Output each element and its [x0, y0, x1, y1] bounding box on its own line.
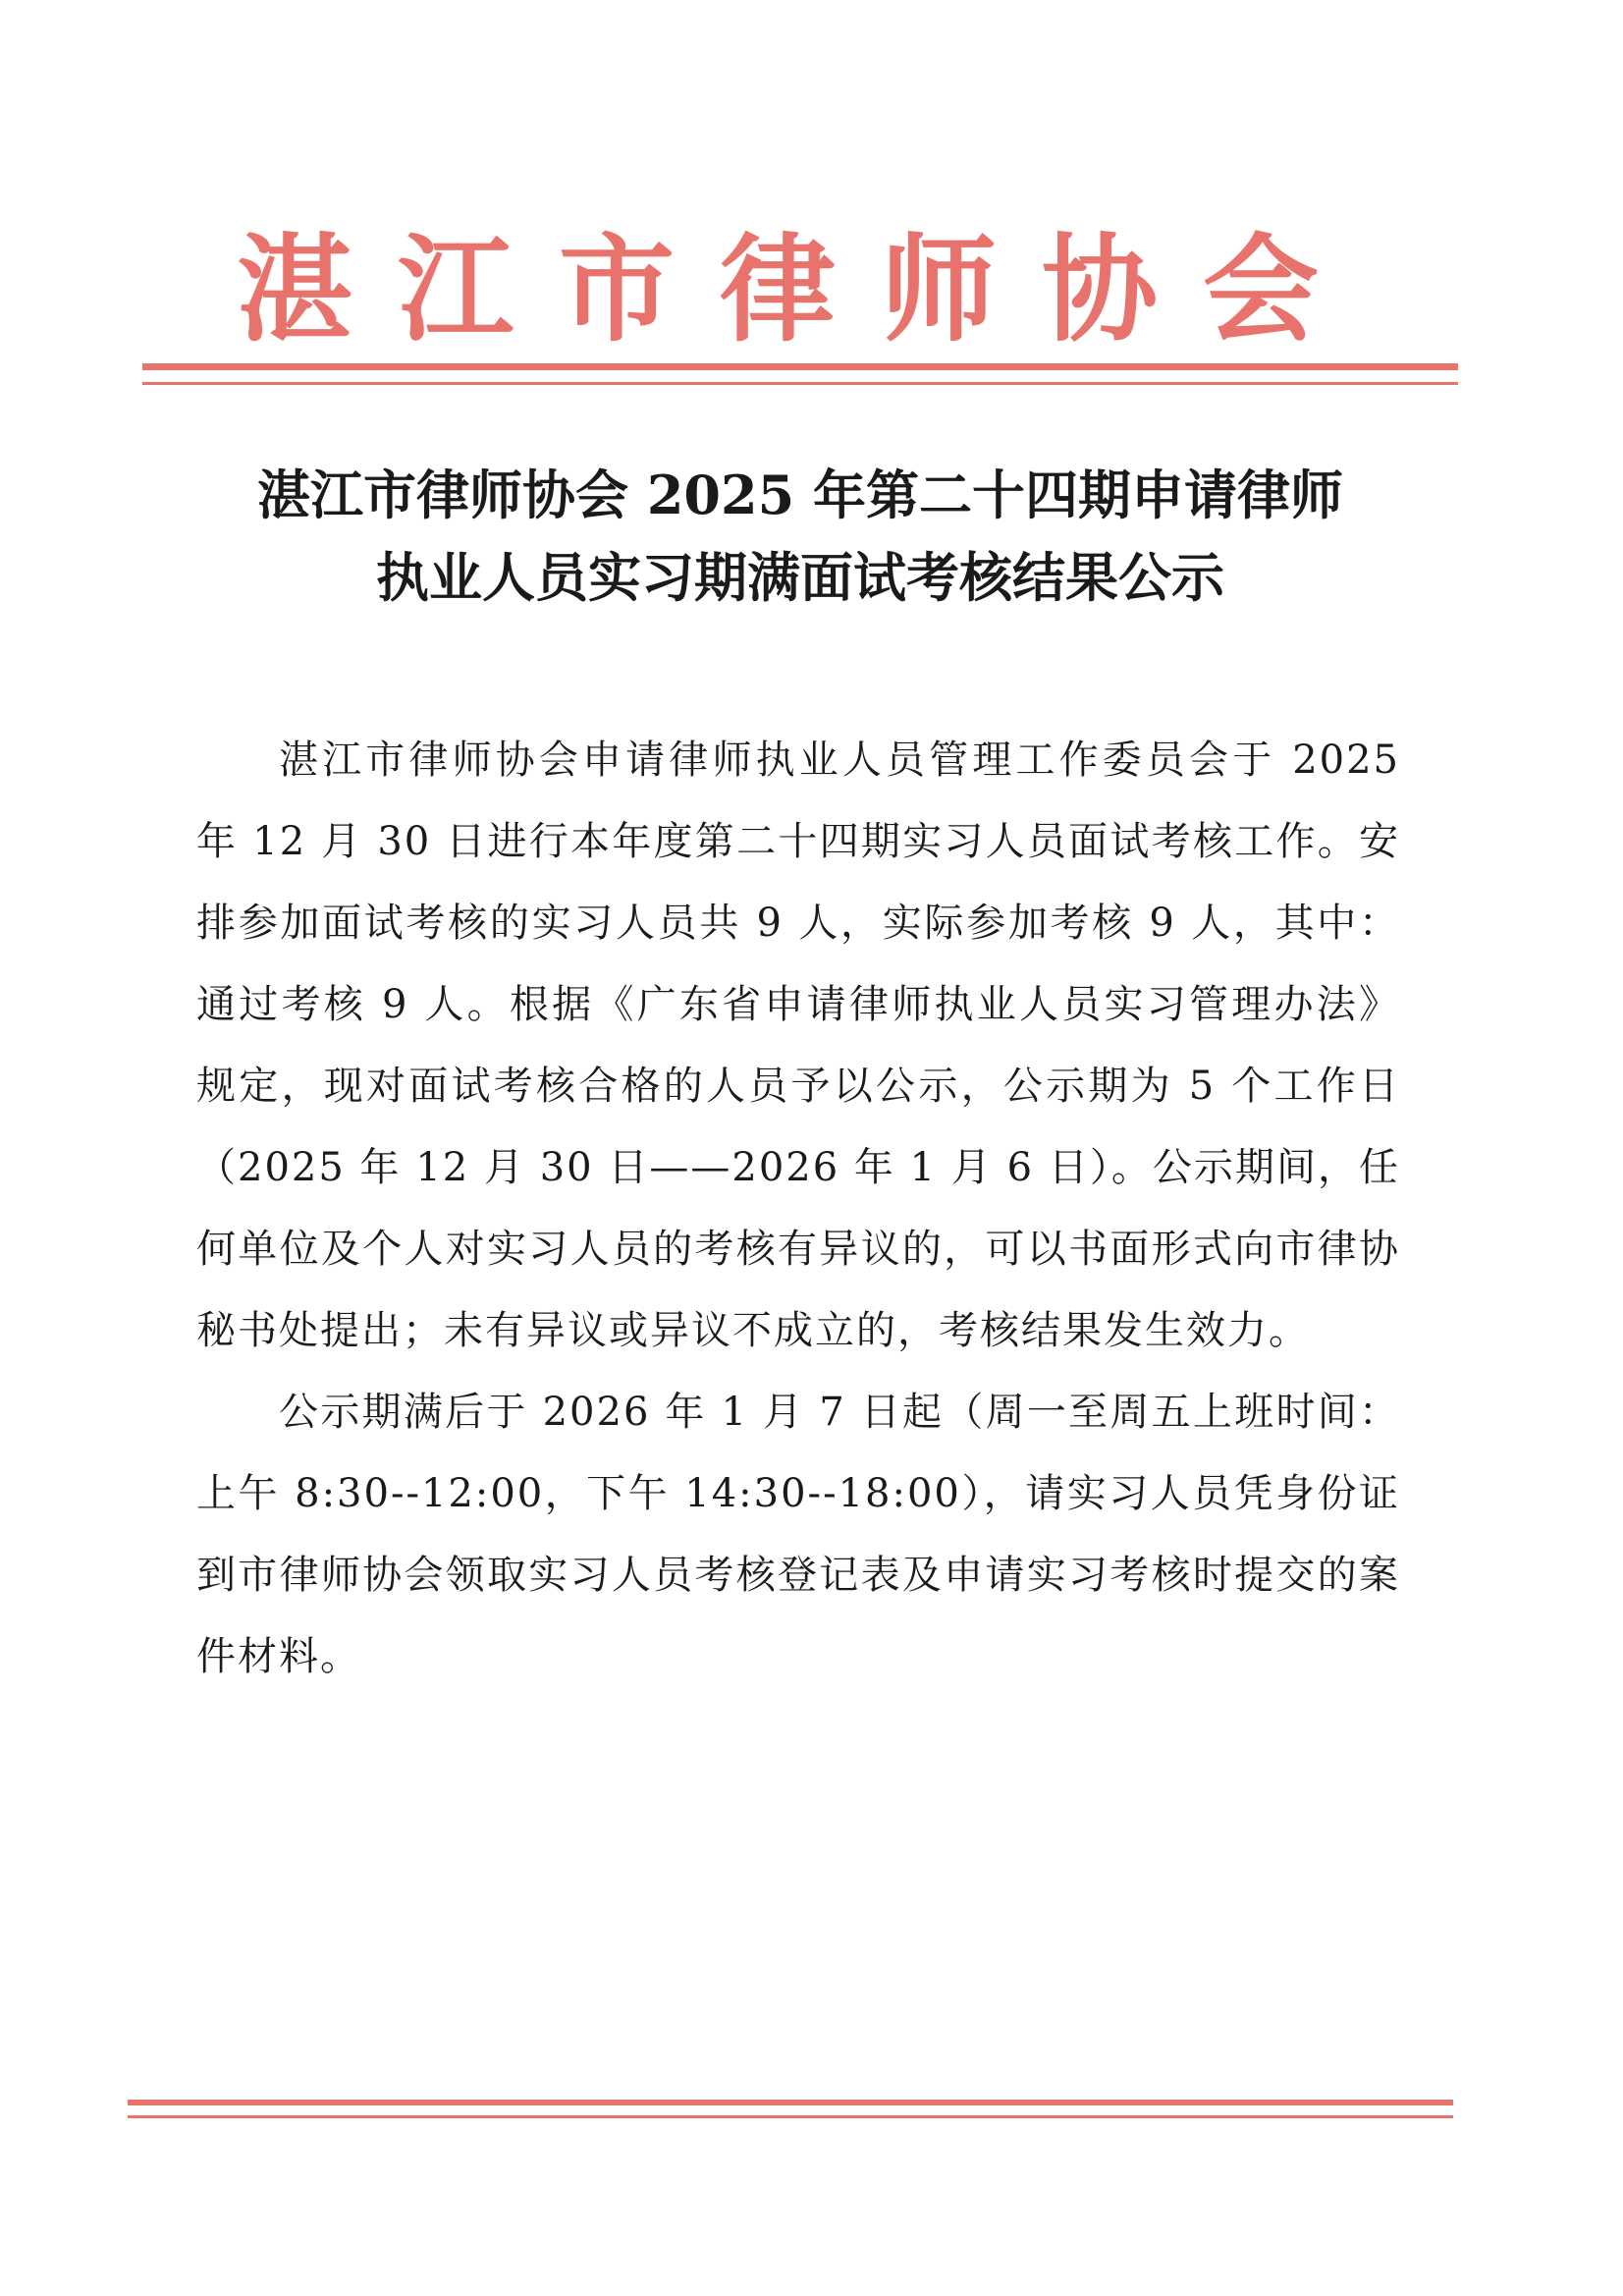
letterhead-divider-thin: [142, 382, 1458, 385]
footer-divider-thick: [128, 2100, 1453, 2105]
document-body: [196, 720, 1400, 1698]
document-title: [147, 454, 1453, 619]
letterhead-divider-thick: [142, 363, 1458, 370]
document-title-line-2: 执业人员实习期满面试考核结果公示: [376, 546, 1224, 609]
letterhead-org-name: 湛江市律师协会: [236, 222, 1364, 357]
footer-divider-thin: [128, 2115, 1453, 2118]
body-paragraph-2: 公示期满后于 2026 年 1 月 7 日起（周一至周五上班时间：上午 8:30--12:00，下午 14:30--18:00），请实习人员凭身份证到市律师协会领取实习人员考核登记表及申请实习考核时提交的案件材料。: [196, 1390, 1400, 1679]
body-paragraph-1: 湛江市律师协会申请律师执业人员管理工作委员会于 2025 年 12 月 30 日进行本年度第二十四期实习人员面试考核工作。安排参加面试考核的实习人员共 9 人，实际参加考核 9 人，其中：通过考核 9 人。根据《广东省申请律师执业人员实习管理办法》规定，现对面试考核合格的人员予以公示，公示期为 5 个工作日（2025 年 12 月 30 日——2026 年 1 月 6 日）。公示期间，任何单位及个人对实习人员的考核有异议的，可以书面形式向市律协秘书处提出；未有异议或异议不成立的，考核结果发生效力。: [196, 738, 1400, 1353]
document-title-line-1: 湛江市律师协会 2025 年第二十四期申请律师: [257, 464, 1343, 526]
